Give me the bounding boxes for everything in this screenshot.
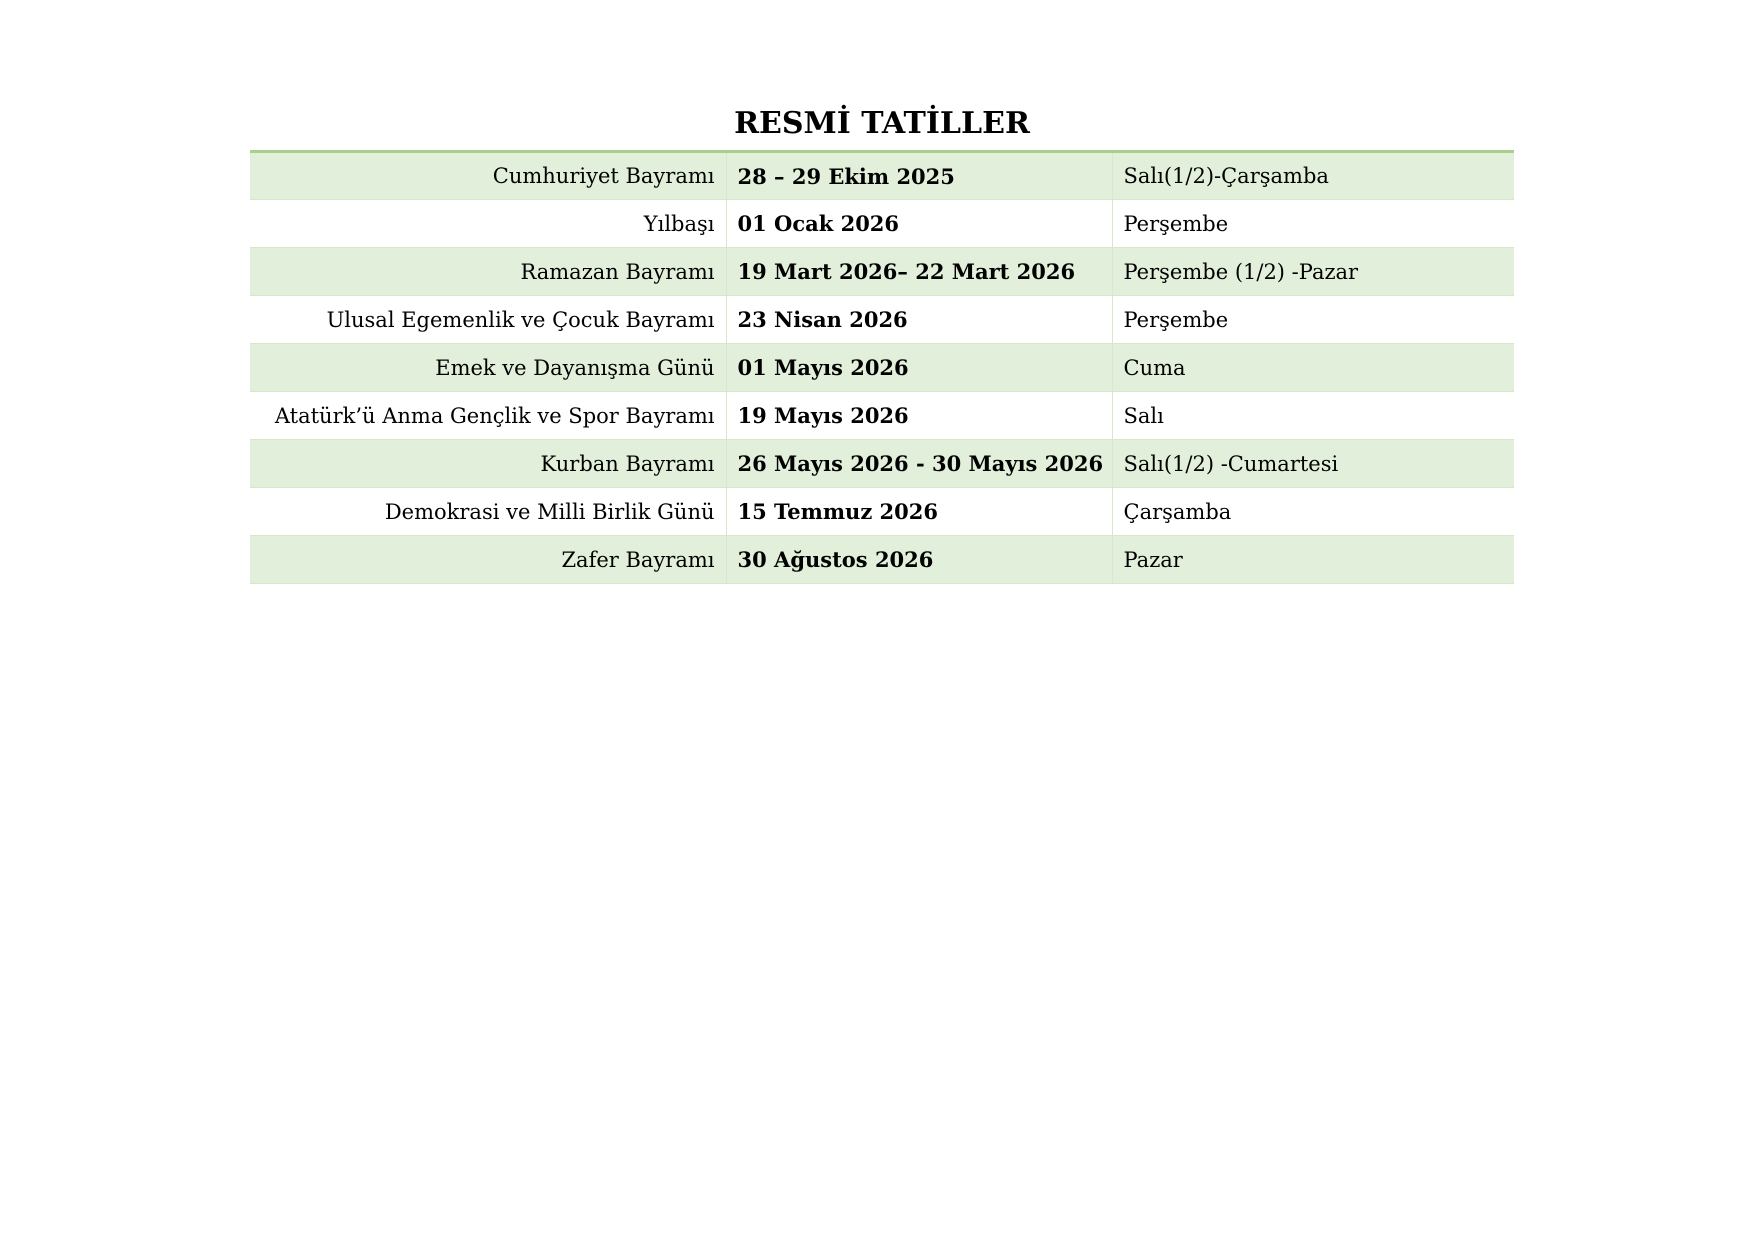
holiday-date: 01 Mayıs 2026 <box>726 344 1112 392</box>
holiday-days: Salı <box>1112 392 1514 440</box>
holiday-name: Ramazan Bayramı <box>250 248 726 296</box>
holiday-date: 23 Nisan 2026 <box>726 296 1112 344</box>
table-row <box>250 440 1514 488</box>
holiday-days: Perşembe <box>1112 200 1514 248</box>
table-row <box>250 392 1514 440</box>
holiday-date: 28 – 29 Ekim 2025 <box>726 152 1112 200</box>
holiday-name: Atatürk’ü Anma Gençlik ve Spor Bayramı <box>250 392 726 440</box>
table-row <box>250 296 1514 344</box>
table-row <box>250 200 1514 248</box>
page-title: RESMİ TATİLLER <box>734 106 1030 141</box>
holiday-days: Perşembe <box>1112 296 1514 344</box>
table-row <box>250 152 1514 200</box>
holiday-date: 19 Mart 2026– 22 Mart 2026 <box>726 248 1112 296</box>
holiday-name: Demokrasi ve Milli Birlik Günü <box>250 488 726 536</box>
holiday-name: Kurban Bayramı <box>250 440 726 488</box>
table-row <box>250 536 1514 584</box>
holiday-date: 19 Mayıs 2026 <box>726 392 1112 440</box>
holiday-name: Yılbaşı <box>250 200 726 248</box>
table-row <box>250 248 1514 296</box>
holiday-days: Salı(1/2) -Cumartesi <box>1112 440 1514 488</box>
holiday-date: 26 Mayıs 2026 - 30 Mayıs 2026 <box>726 440 1112 488</box>
holiday-days: Çarşamba <box>1112 488 1514 536</box>
holiday-date: 01 Ocak 2026 <box>726 200 1112 248</box>
holiday-name: Zafer Bayramı <box>250 536 726 584</box>
holiday-days: Cuma <box>1112 344 1514 392</box>
table-row <box>250 344 1514 392</box>
table-row <box>250 488 1514 536</box>
holiday-days: Salı(1/2)-Çarşamba <box>1112 152 1514 200</box>
document-page <box>250 100 1514 584</box>
holiday-name: Emek ve Dayanışma Günü <box>250 344 726 392</box>
holiday-date: 30 Ağustos 2026 <box>726 536 1112 584</box>
holiday-table <box>250 150 1514 584</box>
holiday-days: Perşembe (1/2) -Pazar <box>1112 248 1514 296</box>
holiday-days: Pazar <box>1112 536 1514 584</box>
holiday-date: 15 Temmuz 2026 <box>726 488 1112 536</box>
holiday-name: Ulusal Egemenlik ve Çocuk Bayramı <box>250 296 726 344</box>
holiday-name: Cumhuriyet Bayramı <box>250 152 726 200</box>
